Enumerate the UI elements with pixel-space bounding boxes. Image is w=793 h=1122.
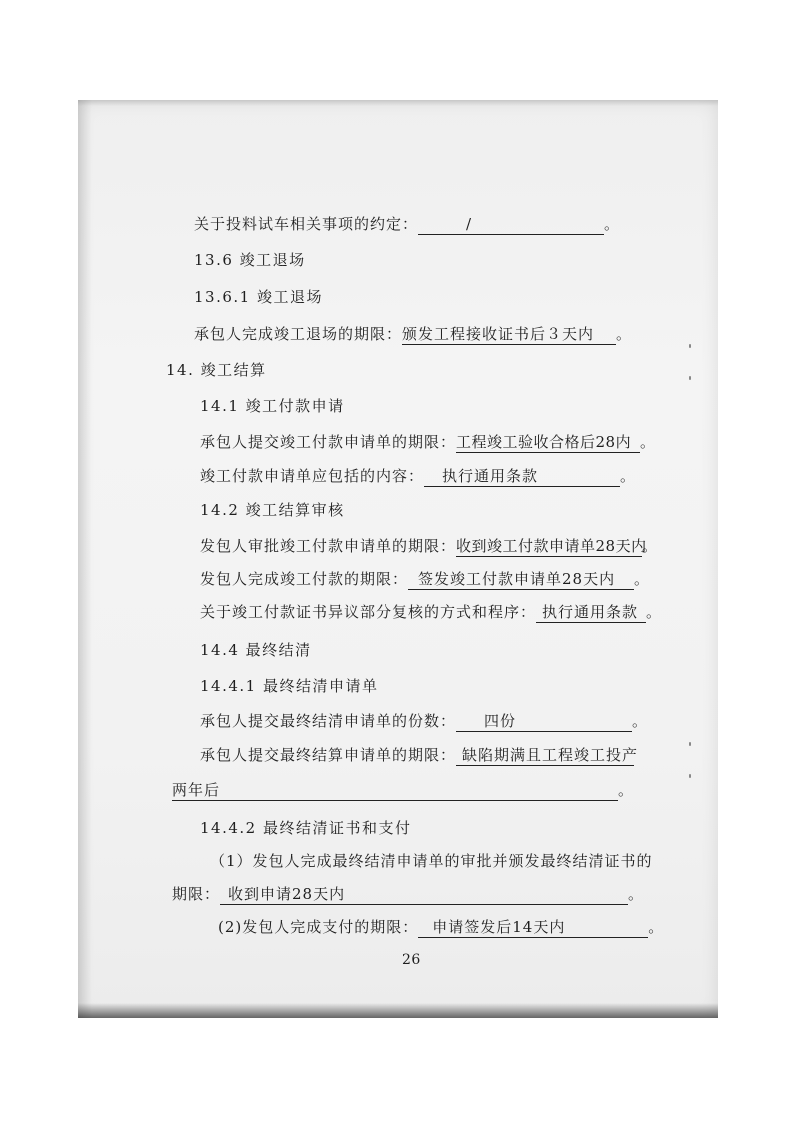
clause-final-application-deadline-cont [172, 780, 634, 801]
filled-blank: 收到申请28天内 [220, 885, 628, 905]
clause-end: 。 [604, 215, 621, 233]
clause-label: 发包人审批竣工付款申请单的期限： [200, 537, 457, 555]
clause-payment-application-deadline [200, 432, 656, 453]
clause-label: 关于竣工付款证书异议部分复核的方式和程序： [200, 603, 537, 621]
section-heading-14-4-1: 14.4.1 最终结清申请单 [200, 677, 379, 695]
clause-payment-application-content [200, 466, 636, 487]
paper-speck [689, 376, 691, 380]
clause-label: 关于投料试车相关事项的约定： [194, 215, 419, 233]
clause-label: 承包人提交最终结算申请单的期限： [200, 746, 457, 764]
filled-blank: 两年后 [172, 781, 618, 801]
clause-end: 。 [642, 537, 659, 555]
clause-objection-review [200, 602, 662, 623]
clause-end: 。 [618, 781, 635, 799]
clause-payment-completion-deadline [218, 917, 664, 938]
clause-label: (2)发包人完成支付的期限： [218, 918, 419, 936]
section-heading-13-6: 13.6 竣工退场 [194, 251, 306, 269]
clause-label: 发包人完成竣工付款的期限： [200, 570, 409, 588]
clause-label: 承包人提交竣工付款申请单的期限： [200, 433, 457, 451]
clause-end: 。 [646, 603, 663, 621]
clause-end: 。 [632, 712, 649, 730]
clause-label: 承包人提交最终结清申请单的份数： [200, 712, 457, 730]
clause-payment-deadline [200, 569, 650, 590]
filled-blank: 申请签发后14天内 [418, 918, 648, 938]
section-heading-14-1: 14.1 竣工付款申请 [200, 397, 345, 415]
clause-end: 。 [640, 433, 657, 451]
section-heading-14: 14. 竣工结算 [166, 361, 267, 379]
document-page [78, 100, 718, 1018]
clause-label: 竣工付款申请单应包括的内容： [200, 467, 425, 485]
clause-review-deadline [200, 536, 658, 557]
filled-blank: 签发竣工付款申请单28天内 [408, 570, 634, 590]
clause-final-certificate: （1）发包人完成最终结清申请单的审批并颁发最终结清证书的 [210, 852, 653, 870]
clause-final-application-copies [200, 711, 648, 732]
filled-blank: 执行通用条款 [424, 467, 620, 487]
filled-blank: 缺陷期满且工程竣工投产 [456, 746, 634, 766]
section-heading-14-4-2: 14.4.2 最终结清证书和支付 [200, 819, 412, 837]
section-heading-14-2: 14.2 竣工结算审核 [200, 501, 345, 519]
filled-blank: 四份 [456, 712, 632, 732]
filled-blank: 执行通用条款 [536, 603, 646, 623]
paper-speck [689, 742, 691, 746]
filled-blank: / [418, 215, 604, 235]
page-shadow-top [78, 100, 718, 106]
clause-label: 承包人完成竣工退场的期限： [194, 325, 403, 343]
page-shadow-bottom [78, 1003, 718, 1018]
clause-label: 期限： [172, 885, 221, 903]
filled-blank: 工程竣工验收合格后28内 [456, 433, 640, 453]
clause-trial-run [194, 214, 620, 235]
page-number: 26 [402, 952, 421, 968]
paper-speck [689, 344, 691, 348]
clause-final-application-deadline [200, 745, 639, 766]
section-heading-14-4: 14.4 最终结清 [200, 641, 312, 659]
clause-exit-deadline [194, 324, 632, 345]
clause-end: 。 [628, 885, 645, 903]
paper-speck [689, 774, 691, 778]
clause-end: 。 [634, 570, 651, 588]
clause-end: 。 [616, 325, 633, 343]
filled-blank: 颁发工程接收证书后３天内 [402, 325, 616, 345]
filled-blank: 收到竣工付款申请单28天内 [456, 537, 647, 555]
section-heading-13-6-1: 13.6.1 竣工退场 [194, 288, 323, 306]
page-shadow-left [78, 100, 92, 1018]
clause-end: 。 [648, 918, 665, 936]
clause-final-certificate-deadline [172, 884, 644, 905]
clause-end: 。 [620, 467, 637, 485]
